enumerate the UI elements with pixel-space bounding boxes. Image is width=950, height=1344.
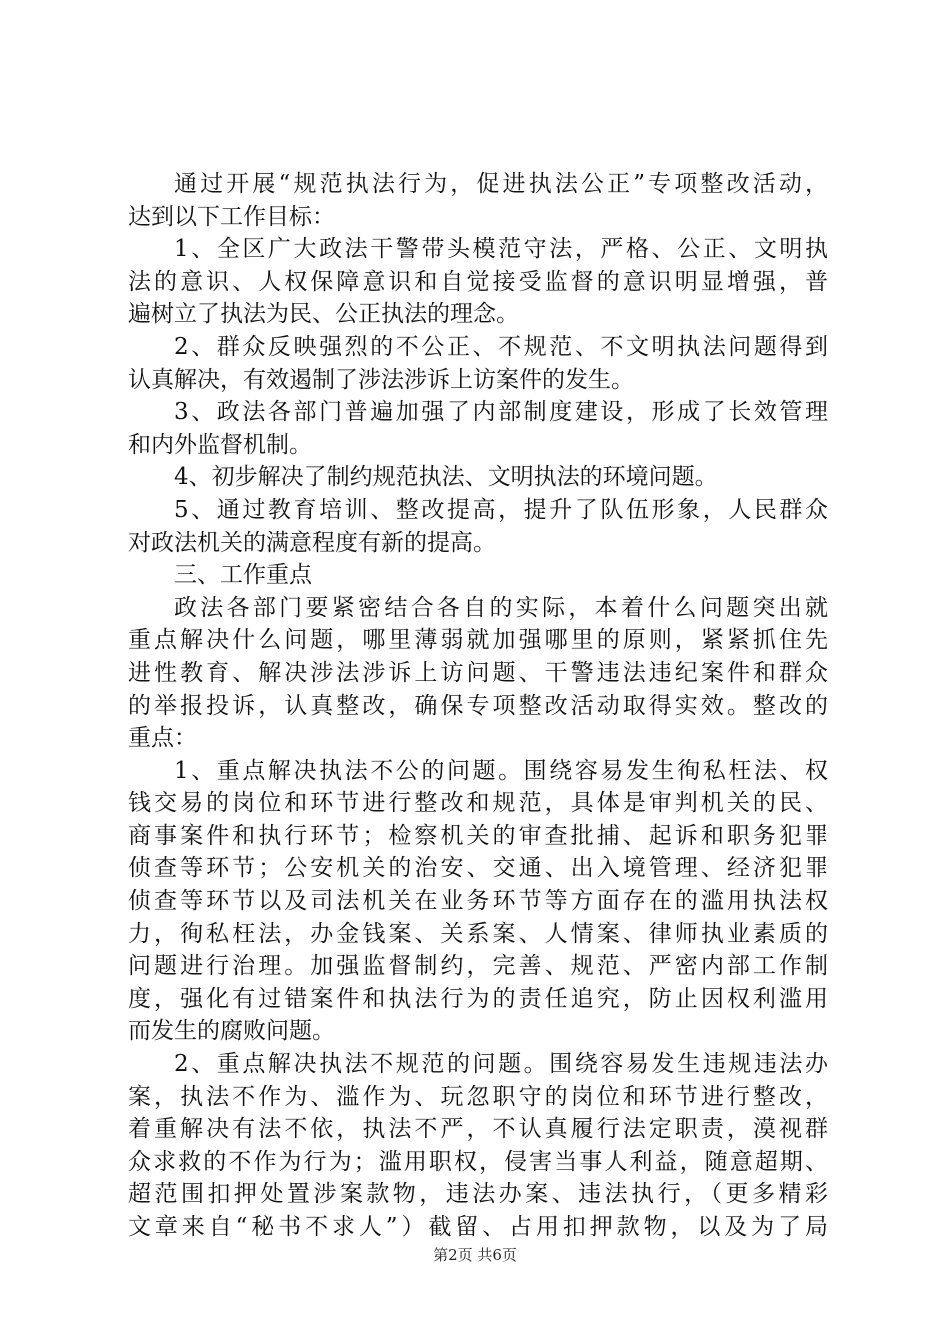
- text-line: 侦查等环节以及司法机关在业务环节等方面存在的滥用执法权: [128, 888, 828, 915]
- text-line: 通过开展“规范执法行为，促进执法公正”专项整改活动，: [174, 171, 828, 197]
- text-line: 进性教育、解决涉法涉诉上访问题、干警违法违纪案件和群众: [128, 659, 828, 686]
- text-line: 三、工作重点: [174, 562, 312, 589]
- text-line: 遍树立了执法为民、公正执法的理念。: [128, 301, 519, 328]
- text-line: 重点解决什么问题，哪里薄弱就加强哪里的原则，紧紧抓住先: [128, 627, 828, 654]
- document-body: [128, 168, 828, 1244]
- text-line: 4、初步解决了制约规范执法、文明执法的环境问题。: [174, 464, 718, 491]
- text-line: 和内外监督机制。: [128, 431, 312, 458]
- text-line: 着重解决有法不依，执法不严，不认真履行法定职责，漠视群: [128, 1116, 828, 1143]
- text-line: 1、全区广大政法干警带头模范守法，严格、公正、文明执: [174, 236, 828, 263]
- text-line: 问题进行治理。加强监督制约，完善、规范、严密内部工作制: [128, 953, 828, 980]
- text-line: 钱交易的岗位和环节进行整改和规范，具体是审判机关的民、: [128, 790, 828, 817]
- text-line: 文章来自“秘书不求人”）截留、占用扣押款物，以及为了局: [128, 1214, 828, 1240]
- text-line: 3、政法各部门普遍加强了内部制度建设，形成了长效管理: [174, 399, 828, 426]
- text-line: 的举报投诉，认真整改，确保专项整改活动取得实效。整改的: [128, 692, 828, 719]
- text-line: 而发生的腐败问题。: [128, 1018, 335, 1045]
- text-line: 法的意识、人权保障意识和自觉接受监督的意识明显增强，普: [128, 268, 828, 295]
- text-line: 2、重点解决执法不规范的问题。围绕容易发生违规违法办: [174, 1051, 828, 1078]
- text-line: 对政法机关的满意程度有新的提高。: [128, 529, 496, 556]
- text-line: 达到以下工作目标：: [128, 203, 335, 230]
- page-footer: 第2页 共6页: [433, 1246, 517, 1264]
- text-line: 商事案件和执行环节；检察机关的审查批捕、起诉和职务犯罪: [128, 822, 828, 849]
- text-line: 众求救的不作为行为；滥用职权，侵害当事人利益，随意超期、: [128, 1148, 828, 1175]
- text-line: 5、通过教育培训、整改提高，提升了队伍形象，人民群众: [174, 496, 828, 523]
- text-line: 超范围扣押处置涉案款物，违法办案、违法执行，（更多精彩: [128, 1181, 828, 1208]
- text-line: 1、重点解决执法不公的问题。围绕容易发生徇私枉法、权: [174, 757, 828, 784]
- text-line: 2、群众反映强烈的不公正、不规范、不文明执法问题得到: [174, 333, 828, 360]
- text-line: 政法各部门要紧密结合各自的实际，本着什么问题突出就: [174, 594, 828, 621]
- text-line: 力，徇私枉法，办金钱案、关系案、人情案、律师执业素质的: [128, 920, 828, 947]
- text-line: 重点：: [128, 725, 197, 752]
- text-line: 侦查等环节；公安机关的治安、交通、出入境管理、经济犯罪: [128, 855, 828, 882]
- text-line: 度，强化有过错案件和执法行为的责任追究，防止因权利滥用: [128, 985, 828, 1012]
- text-line: 认真解决，有效遏制了涉法涉诉上访案件的发生。: [128, 366, 634, 393]
- text-line: 案，执法不作为、滥作为、玩忽职守的岗位和环节进行整改，: [128, 1083, 828, 1110]
